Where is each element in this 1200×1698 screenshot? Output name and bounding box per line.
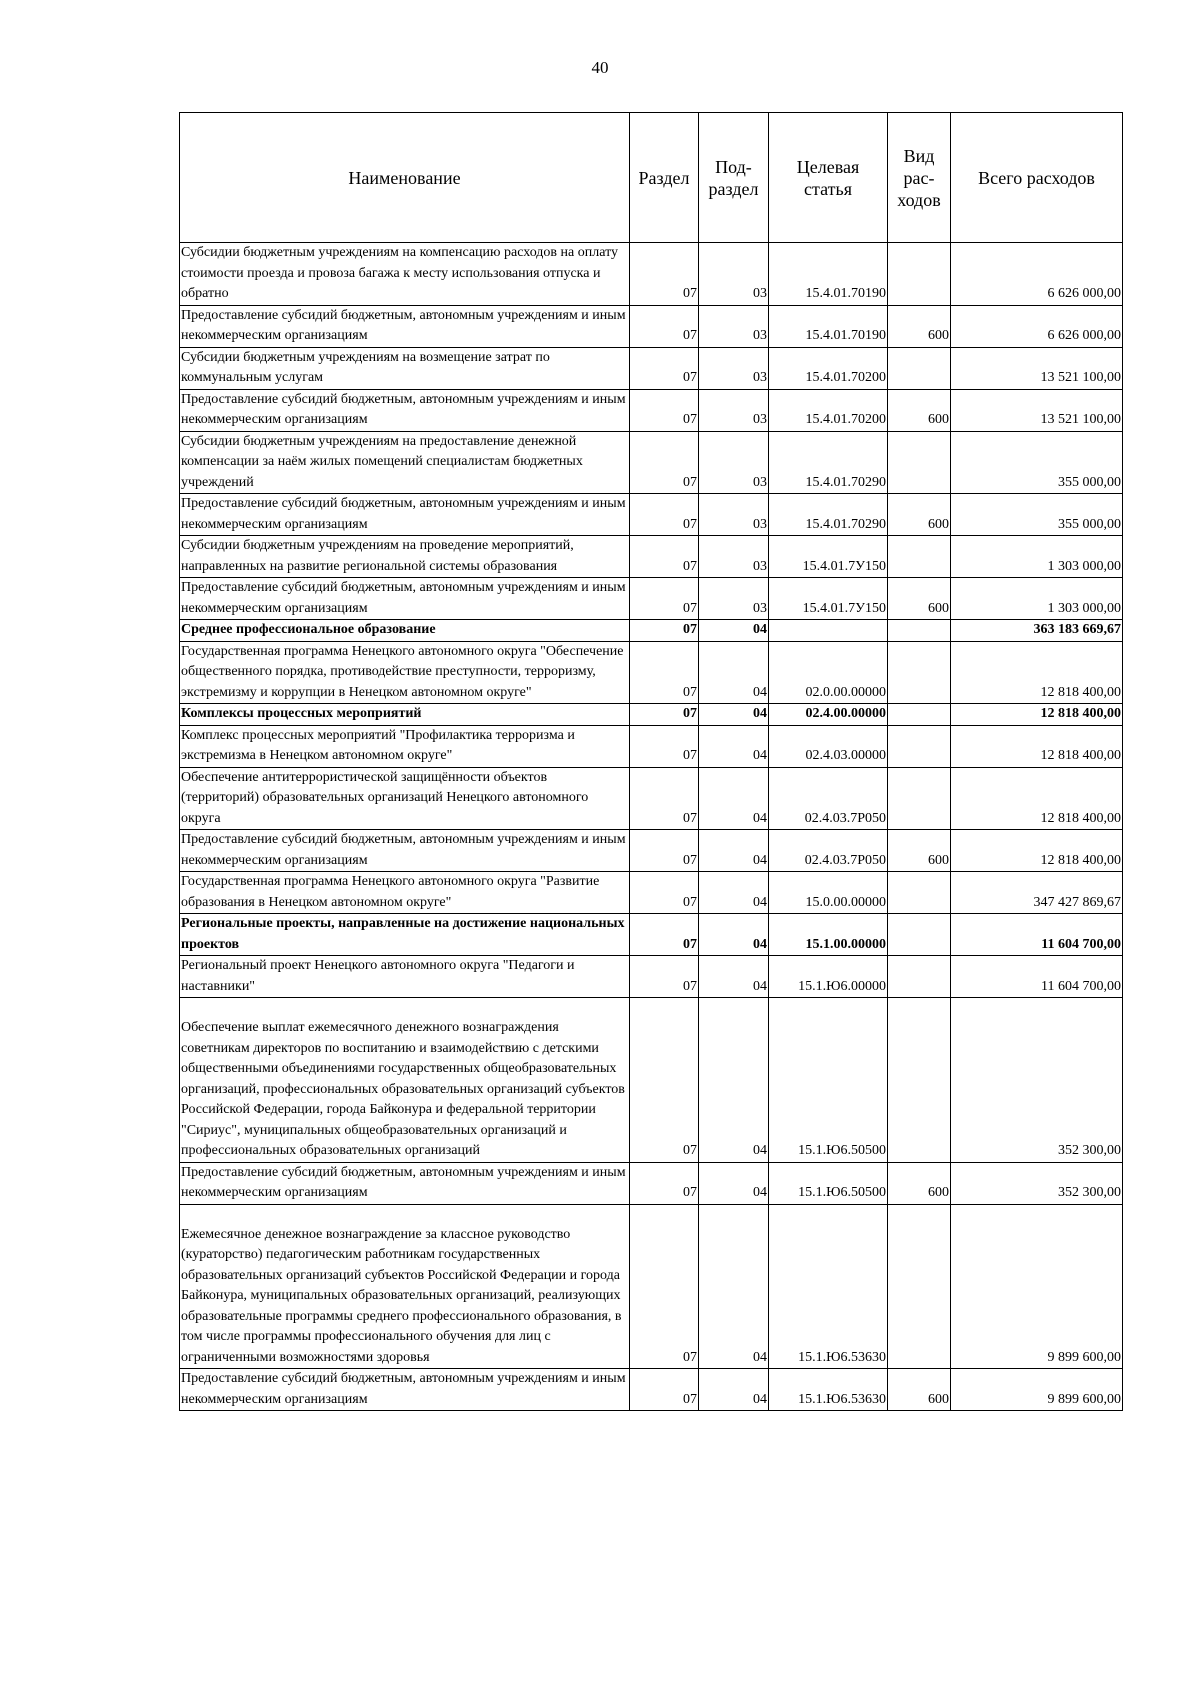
table-body — [180, 243, 1123, 1411]
table-row — [180, 1162, 1123, 1204]
row-section: 07 — [630, 872, 699, 914]
row-target-article: 15.4.01.70190 — [769, 305, 888, 347]
row-name: Субсидии бюджетным учреждениям на компенсацию расходов на оплату стоимости проезда и провоза багажа к месту использования отпуска и обратно — [180, 243, 630, 306]
table-row — [180, 1369, 1123, 1411]
row-name: Предоставление субсидий бюджетным, автономным учреждениям и иным некоммерческим организациям — [180, 305, 630, 347]
row-section: 07 — [630, 704, 699, 726]
row-target-article: 15.4.01.70290 — [769, 494, 888, 536]
row-target-article: 15.1.Ю6.53630 — [769, 1369, 888, 1411]
row-name: Комплексы процессных мероприятий — [180, 704, 630, 726]
row-total: 1 303 000,00 — [951, 578, 1123, 620]
row-name: Субсидии бюджетным учреждениям на проведение мероприятий, направленных на развитие региональной системы образования — [180, 536, 630, 578]
row-target-article: 15.1.Ю6.53630 — [769, 1204, 888, 1369]
row-expense-type: 600 — [888, 494, 951, 536]
row-expense-type — [888, 767, 951, 830]
row-target-article: 15.4.01.7У150 — [769, 536, 888, 578]
row-name: Обеспечение антитеррористической защищённости объектов (территорий) образовательных организаций Ненецкого автономного округа — [180, 767, 630, 830]
row-expense-type: 600 — [888, 389, 951, 431]
row-name: Среднее профессиональное образование — [180, 620, 630, 642]
row-name: Предоставление субсидий бюджетным, автономным учреждениям и иным некоммерческим организациям — [180, 494, 630, 536]
row-total: 355 000,00 — [951, 494, 1123, 536]
row-total: 352 300,00 — [951, 1162, 1123, 1204]
row-section: 07 — [630, 1162, 699, 1204]
row-expense-type: 600 — [888, 1369, 951, 1411]
row-name: Государственная программа Ненецкого автономного округа "Развитие образования в Ненецком автономном округе" — [180, 872, 630, 914]
header-name: Наименование — [180, 113, 630, 243]
row-target-article: 15.4.01.70200 — [769, 389, 888, 431]
row-section: 07 — [630, 536, 699, 578]
row-section: 07 — [630, 243, 699, 306]
row-expense-type — [888, 956, 951, 998]
row-total: 363 183 669,67 — [951, 620, 1123, 642]
table-row — [180, 620, 1123, 642]
row-target-article: 02.4.03.00000 — [769, 725, 888, 767]
row-total: 352 300,00 — [951, 998, 1123, 1163]
row-name: Предоставление субсидий бюджетным, автономным учреждениям и иным некоммерческим организациям — [180, 1369, 630, 1411]
row-section: 07 — [630, 578, 699, 620]
header-section: Раздел — [630, 113, 699, 243]
table-row — [180, 494, 1123, 536]
row-name: Предоставление субсидий бюджетным, автономным учреждениям и иным некоммерческим организациям — [180, 578, 630, 620]
row-subsection: 04 — [699, 1204, 769, 1369]
row-total: 347 427 869,67 — [951, 872, 1123, 914]
table-row — [180, 704, 1123, 726]
row-name: Государственная программа Ненецкого автономного округа "Обеспечение общественного порядка, противодействие преступности, терроризму, экстремизму и коррупции в Ненецком автономном округе" — [180, 641, 630, 704]
row-expense-type — [888, 725, 951, 767]
row-target-article: 15.0.00.00000 — [769, 872, 888, 914]
row-name: Субсидии бюджетным учреждениям на возмещение затрат по коммунальным услугам — [180, 347, 630, 389]
table-row — [180, 872, 1123, 914]
table-row — [180, 578, 1123, 620]
row-name: Субсидии бюджетным учреждениям на предоставление денежной компенсации за наём жилых помещений специалистам бюджетных учреждений — [180, 431, 630, 494]
row-total: 12 818 400,00 — [951, 767, 1123, 830]
row-name: Предоставление субсидий бюджетным, автономным учреждениям и иным некоммерческим организациям — [180, 389, 630, 431]
row-subsection: 03 — [699, 243, 769, 306]
row-expense-type: 600 — [888, 1162, 951, 1204]
row-subsection: 04 — [699, 956, 769, 998]
row-total: 12 818 400,00 — [951, 704, 1123, 726]
row-target-article: 15.1.Ю6.00000 — [769, 956, 888, 998]
row-target-article — [769, 620, 888, 642]
table-row — [180, 431, 1123, 494]
row-section: 07 — [630, 494, 699, 536]
table-row — [180, 536, 1123, 578]
page-number: 40 — [591, 58, 609, 77]
row-subsection: 03 — [699, 536, 769, 578]
row-expense-type — [888, 914, 951, 956]
row-subsection: 04 — [699, 914, 769, 956]
row-expense-type — [888, 347, 951, 389]
row-subsection: 04 — [699, 1369, 769, 1411]
row-total: 1 303 000,00 — [951, 536, 1123, 578]
row-target-article: 15.4.01.70290 — [769, 431, 888, 494]
row-expense-type — [888, 536, 951, 578]
row-expense-type — [888, 704, 951, 726]
header-total: Всего расходов — [951, 113, 1123, 243]
row-section: 07 — [630, 767, 699, 830]
row-section: 07 — [630, 725, 699, 767]
row-target-article: 15.4.01.70190 — [769, 243, 888, 306]
row-section: 07 — [630, 389, 699, 431]
row-expense-type — [888, 243, 951, 306]
table-row — [180, 389, 1123, 431]
table-row — [180, 830, 1123, 872]
row-section: 07 — [630, 641, 699, 704]
row-section: 07 — [630, 305, 699, 347]
row-subsection: 03 — [699, 494, 769, 536]
row-total: 9 899 600,00 — [951, 1369, 1123, 1411]
row-name: Региональный проект Ненецкого автономного округа "Педагоги и наставники" — [180, 956, 630, 998]
row-subsection: 03 — [699, 431, 769, 494]
table-row — [180, 914, 1123, 956]
table-row — [180, 641, 1123, 704]
row-section: 07 — [630, 914, 699, 956]
row-expense-type — [888, 431, 951, 494]
row-subsection: 03 — [699, 347, 769, 389]
row-expense-type — [888, 1204, 951, 1369]
row-expense-type — [888, 620, 951, 642]
row-expense-type: 600 — [888, 578, 951, 620]
row-target-article: 02.0.00.00000 — [769, 641, 888, 704]
row-total: 9 899 600,00 — [951, 1204, 1123, 1369]
budget-table — [179, 112, 1123, 1411]
row-total: 11 604 700,00 — [951, 956, 1123, 998]
row-target-article: 15.4.01.7У150 — [769, 578, 888, 620]
table-row — [180, 243, 1123, 306]
table-row — [180, 725, 1123, 767]
row-subsection: 04 — [699, 725, 769, 767]
row-subsection: 03 — [699, 578, 769, 620]
row-name: Обеспечение выплат ежемесячного денежного вознаграждения советникам директоров по воспитанию и взаимодействию с детскими общественными объединениями государственных общеобразовательных организаций, профессиональных образовательных организаций субъектов Российской Федерации, города Байконура и федеральной территории "Сириус", муниципальных общеобразовательных организаций и профессиональных образовательных организаций — [180, 998, 630, 1163]
row-target-article: 02.4.03.7Р050 — [769, 830, 888, 872]
row-section: 07 — [630, 998, 699, 1163]
row-section: 07 — [630, 956, 699, 998]
row-total: 6 626 000,00 — [951, 243, 1123, 306]
row-total: 13 521 100,00 — [951, 347, 1123, 389]
row-expense-type — [888, 641, 951, 704]
row-subsection: 04 — [699, 767, 769, 830]
row-section: 07 — [630, 620, 699, 642]
row-subsection: 04 — [699, 830, 769, 872]
row-total: 13 521 100,00 — [951, 389, 1123, 431]
row-subsection: 04 — [699, 641, 769, 704]
row-target-article: 15.1.Ю6.50500 — [769, 1162, 888, 1204]
table-row — [180, 956, 1123, 998]
row-target-article: 02.4.00.00000 — [769, 704, 888, 726]
row-subsection: 03 — [699, 305, 769, 347]
row-subsection: 04 — [699, 620, 769, 642]
row-name: Предоставление субсидий бюджетным, автономным учреждениям и иным некоммерческим организациям — [180, 830, 630, 872]
row-target-article: 15.1.00.00000 — [769, 914, 888, 956]
row-target-article: 15.4.01.70200 — [769, 347, 888, 389]
row-subsection: 04 — [699, 704, 769, 726]
header-expense-type: Вид рас- ходов — [888, 113, 951, 243]
row-subsection: 04 — [699, 998, 769, 1163]
row-total: 12 818 400,00 — [951, 830, 1123, 872]
row-name: Предоставление субсидий бюджетным, автономным учреждениям и иным некоммерческим организациям — [180, 1162, 630, 1204]
row-expense-type: 600 — [888, 305, 951, 347]
row-expense-type — [888, 998, 951, 1163]
row-total: 12 818 400,00 — [951, 641, 1123, 704]
row-total: 12 818 400,00 — [951, 725, 1123, 767]
row-target-article: 15.1.Ю6.50500 — [769, 998, 888, 1163]
table-header-row — [180, 113, 1123, 243]
row-expense-type: 600 — [888, 830, 951, 872]
row-section: 07 — [630, 1369, 699, 1411]
row-section: 07 — [630, 1204, 699, 1369]
row-subsection: 04 — [699, 872, 769, 914]
header-target-article: Целевая статья — [769, 113, 888, 243]
table-row — [180, 767, 1123, 830]
row-expense-type — [888, 872, 951, 914]
row-name: Региональные проекты, направленные на достижение национальных проектов — [180, 914, 630, 956]
row-section: 07 — [630, 347, 699, 389]
table-row — [180, 347, 1123, 389]
row-name: Комплекс процессных мероприятий "Профилактика терроризма и экстремизма в Ненецком автономном округе" — [180, 725, 630, 767]
row-section: 07 — [630, 431, 699, 494]
row-total: 11 604 700,00 — [951, 914, 1123, 956]
row-target-article: 02.4.03.7Р050 — [769, 767, 888, 830]
table-row — [180, 1204, 1123, 1369]
row-total: 6 626 000,00 — [951, 305, 1123, 347]
row-name: Ежемесячное денежное вознаграждение за классное руководство (кураторство) педагогическим работникам государственных образовательных организаций субъектов Российской Федерации и города Байконура, муниципальных образовательных организаций, реализующих образовательные программы среднего профессионального образования, в том числе программы профессионального обучения для лиц с ограниченными возможностями здоровья — [180, 1204, 630, 1369]
table-row — [180, 998, 1123, 1163]
header-subsection: Под- раздел — [699, 113, 769, 243]
row-section: 07 — [630, 830, 699, 872]
table-row — [180, 305, 1123, 347]
row-total: 355 000,00 — [951, 431, 1123, 494]
row-subsection: 03 — [699, 389, 769, 431]
row-subsection: 04 — [699, 1162, 769, 1204]
